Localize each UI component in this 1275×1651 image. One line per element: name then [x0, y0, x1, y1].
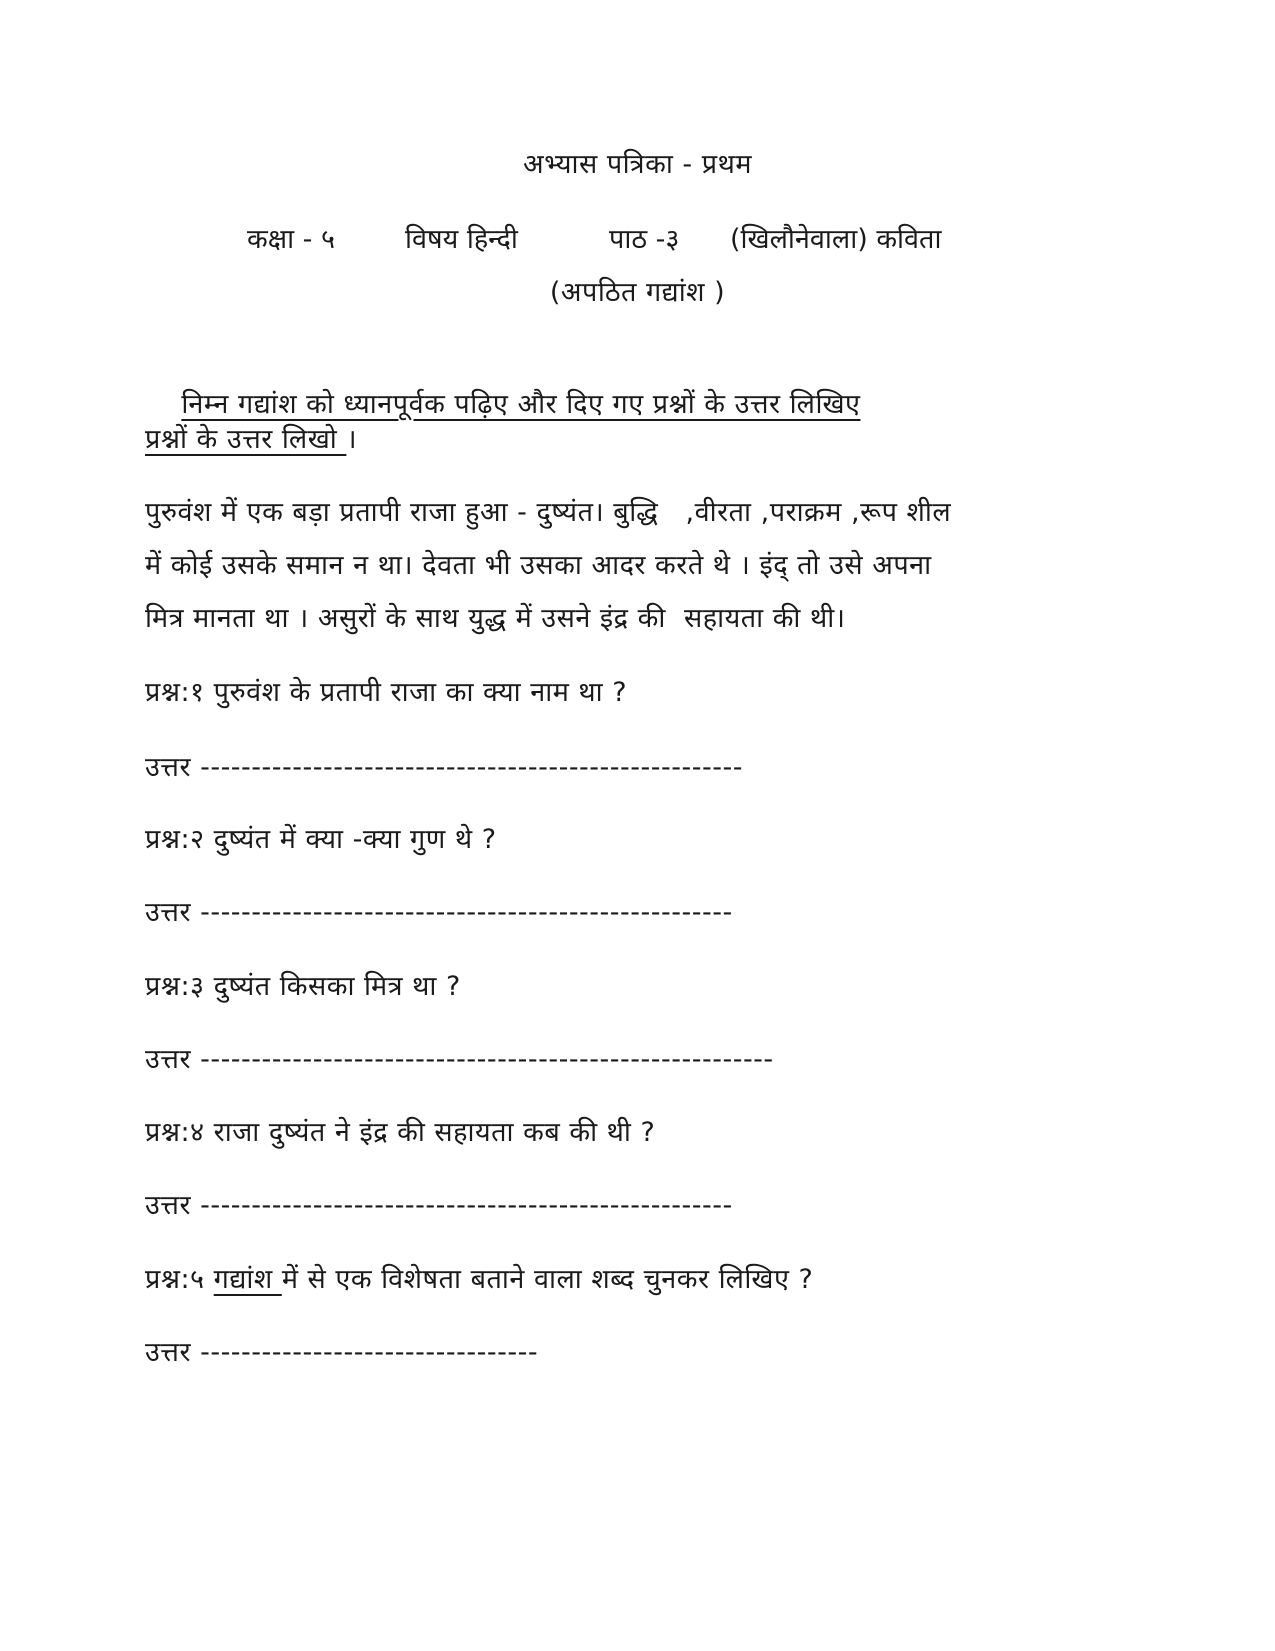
answer-3: उत्तर --------------------------------------------------------: [145, 1044, 774, 1075]
lesson-label: पाठ -३: [609, 224, 680, 255]
question-5-rest: में से एक विशेषता बताने वाला शब्द चुनकर लिखिए ?: [281, 1264, 814, 1295]
passage-line: में कोई उसके समान न था। देवता भी उसका आदर करते थे । इंद् तो उसे अपना: [145, 550, 932, 581]
instruction-danda: ।: [346, 424, 358, 455]
answer-2: उत्तर ----------------------------------------------------: [145, 897, 733, 928]
instruction-text: निम्न गद्यांश को ध्यानपूर्वक पढ़िए और दिए गए प्रश्नों के उत्तर लिखिए: [181, 389, 861, 420]
section-label: (अपठित गद्यांश ): [549, 277, 726, 308]
answer-5: उत्तर ---------------------------------: [145, 1337, 539, 1368]
question-5-underlined: गद्यांश: [213, 1264, 282, 1295]
question-3: प्रश्न:३ दुष्यंत किसका मित्र था ?: [145, 971, 461, 1002]
answer-4: उत्तर ----------------------------------------------------: [145, 1190, 733, 1221]
question-5-prefix: प्रश्न:५: [145, 1264, 214, 1295]
instruction-line-2: [145, 420, 357, 460]
question-1: प्रश्न:१ पुरुवंश के प्रतापी राजा का क्या नाम था ?: [145, 677, 628, 708]
instruction-sub: प्रश्नों के उत्तर लिखो: [145, 424, 347, 455]
page-title: अभ्यास पत्रिका - प्रथम: [523, 149, 752, 180]
passage-line: पुरुवंश में एक बड़ा प्रतापी राजा हुआ - दुष्यंत। बुद्धि ,वीरता ,पराक्रम ,रूप शील: [145, 497, 952, 528]
answer-1: उत्तर -----------------------------------------------------: [145, 752, 743, 783]
passage-line: मित्र मानता था । असुरों के साथ युद्ध में उसने इंद्र की सहायता की थी।: [145, 603, 846, 634]
class-label: कक्षा - ५: [247, 224, 336, 255]
question-5: [145, 1260, 813, 1300]
subject-label: विषय हिन्दी: [405, 224, 518, 255]
poem-label: (खिलौनेवाला) कविता: [730, 224, 942, 255]
question-4: प्रश्न:४ राजा दुष्यंत ने इंद्र की सहायता कब की थी ?: [145, 1117, 656, 1148]
question-2: प्रश्न:२ दुष्यंत में क्या -क्या गुण थे ?: [145, 824, 497, 855]
